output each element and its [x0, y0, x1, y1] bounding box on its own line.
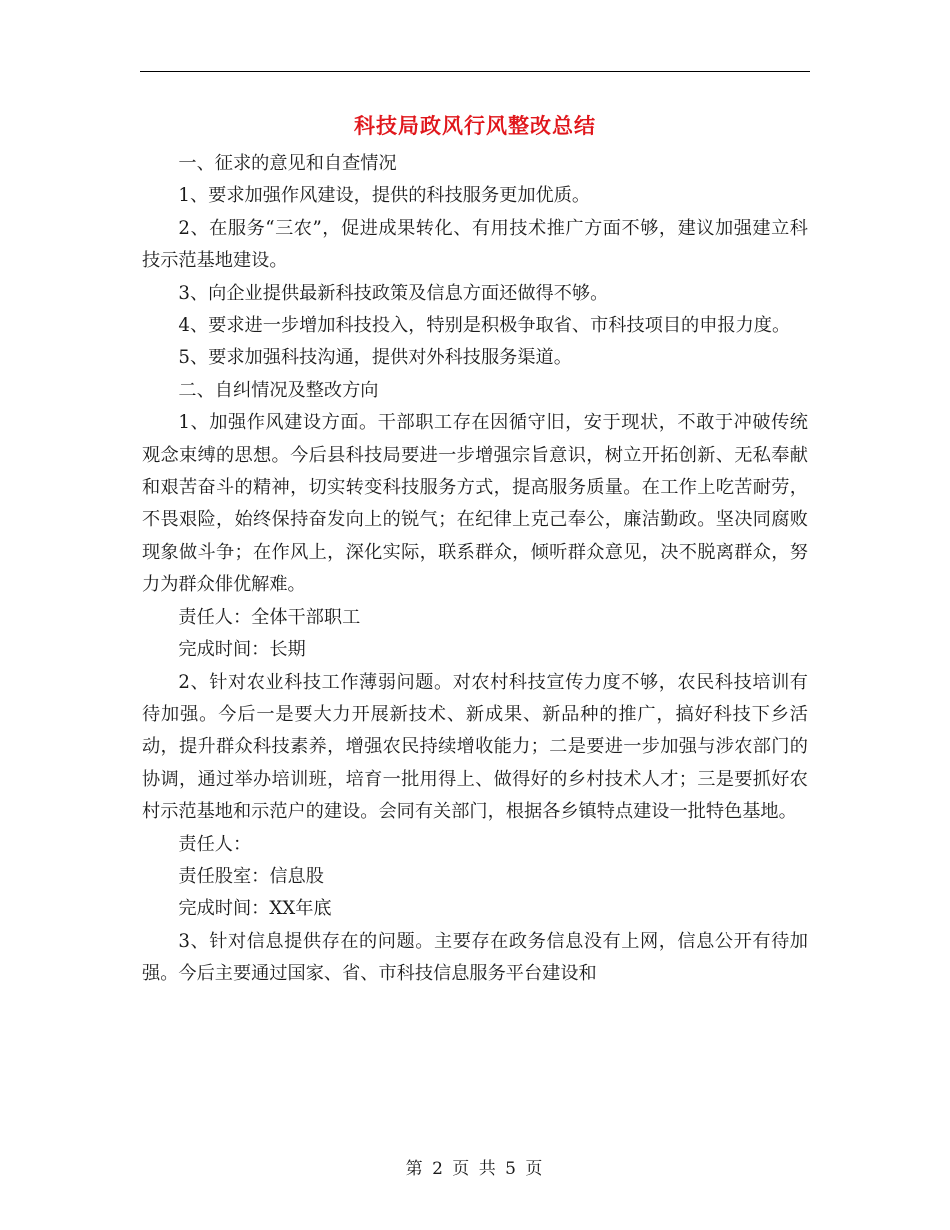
paragraph: 4、要求进一步增加科技投入，特别是积极争取省、市科技项目的申报力度。	[178, 315, 791, 337]
page-number-footer: 第 2 页 共 5 页	[405, 1159, 545, 1179]
header-rule	[140, 71, 810, 72]
paragraph: 1、要求加强作风建设，提供的科技服务更加优质。	[178, 185, 591, 207]
paragraph: 2、针对农业科技工作薄弱问题。对农村科技宣传力度不够，农民科技培训有待加强。今后一是要大力开展新技术、新成果、新品种的推广，搞好科技下乡活动，提升群众科技素养，增强农民持续增收能力；二是要进一步加强与涉农部门的协调，通过举办培训班，培育一批用得上、做得好的乡村技术人才；三是要抓好农村示范基地和示范户的建设。会同有关部门，根据各乡镇特点建设一批特色基地。	[142, 671, 808, 823]
document-body	[142, 148, 808, 991]
deadline-line: 完成时间：长期	[178, 639, 306, 661]
paragraph: 3、向企业提供最新科技政策及信息方面还做得不够。	[178, 282, 609, 304]
responsible-line: 责任人：	[178, 833, 252, 855]
section-heading-2: 二、自纠情况及整改方向	[178, 379, 379, 401]
document-title: 科技局政风行风整改总结	[354, 113, 596, 138]
deadline-line: 完成时间：XX年底	[178, 898, 332, 920]
paragraph: 1、加强作风建设方面。干部职工存在因循守旧，安于现状，不敢于冲破传统观念束缚的思想。今后县科技局要进一步增强宗旨意识，树立开拓创新、无私奉献和艰苦奋斗的精神，切实转变科技服务方式，提高服务质量。在工作上吃苦耐劳，不畏艰险，始终保持奋发向上的锐气；在纪律上克己奉公，廉洁勤政。坚决同腐败现象做斗争；在作风上，深化实际，联系群众，倾听群众意见，决不脱离群众，努力为群众俳优解难。	[142, 412, 808, 596]
responsible-dept-line: 责任股室：信息股	[178, 865, 324, 887]
paragraph: 2、在服务“三农”，促进成果转化、有用技术推广方面不够，建议加强建立科技示范基地建设。	[142, 217, 808, 272]
paragraph: 5、要求加强科技沟通，提供对外科技服务渠道。	[178, 347, 572, 369]
responsible-line: 责任人：全体干部职工	[178, 606, 361, 628]
section-heading-1: 一、征求的意见和自查情况	[178, 153, 397, 174]
paragraph: 3、针对信息提供存在的问题。主要存在政务信息没有上网，信息公开有待加强。今后主要通过国家、省、市科技信息服务平台建设和	[142, 930, 808, 985]
